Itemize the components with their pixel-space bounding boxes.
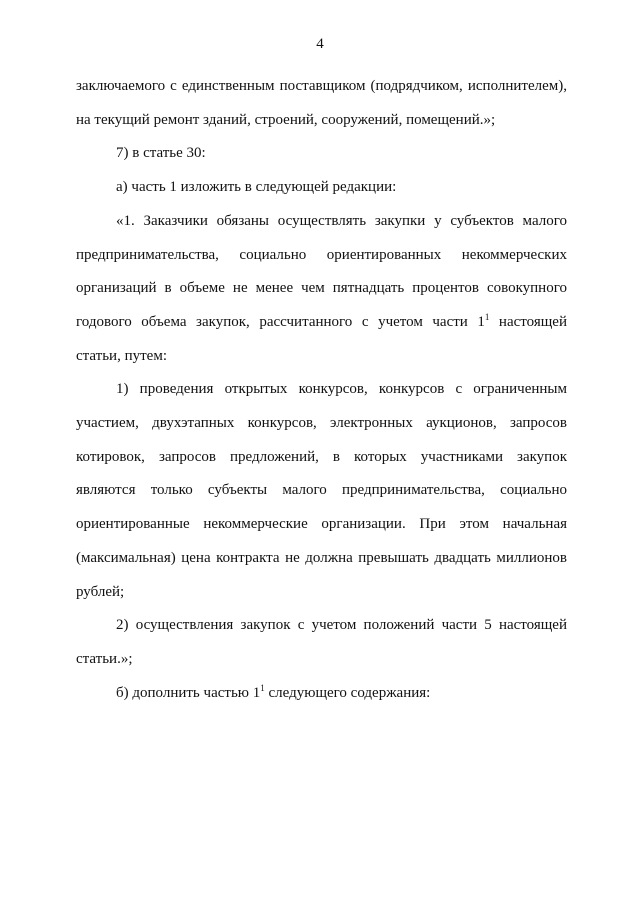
paragraph-part-b bbox=[76, 677, 567, 711]
superscript: 1 bbox=[484, 311, 490, 322]
page-number: 4 bbox=[316, 36, 324, 52]
paragraph-part-1-edit: а) часть 1 изложить в следующей редакции: bbox=[116, 179, 397, 196]
paragraph-item-1: 1) проведения открытых конкурсов, конкурсов с ограниченным участием, двухэтапных конкурсов, электронных аукционов, запросов котировок, запросов предложений, в которых участниками закупок являются только субъекты малого предпринимательства, социально ориентированные некоммерческие организации. При этом начальная (максимальная) цена контракта не должна превышать двадцать миллионов рублей; bbox=[76, 381, 567, 600]
paragraph-continuation: заключаемого с единственным поставщиком (подрядчиком, исполнителем), на текущий ремонт зданий, строений, сооружений, помещений.»; bbox=[76, 78, 567, 128]
paragraph-customers-obliged bbox=[76, 205, 567, 374]
paragraph-text-after: настоящей статьи, путем: bbox=[76, 313, 567, 364]
paragraph-text-before: «1. Заказчики обязаны осуществлять закупки у субъектов малого предпринимательства, социально ориентированных некоммерческих организаций в объеме не менее чем пятнадцать процентов совокупного годового объема закупок, рассчитанного с учетом части 1 bbox=[76, 212, 567, 330]
paragraph-item-2: 2) осуществления закупок с учетом положений части 5 настоящей статьи.»; bbox=[76, 617, 567, 667]
paragraph-text-before: б) дополнить частью 1 bbox=[116, 684, 261, 701]
paragraph-article-30: 7) в статье 30: bbox=[116, 145, 206, 162]
superscript: 1 bbox=[260, 682, 265, 693]
paragraph-text-after: следующего содержания: bbox=[264, 684, 431, 701]
document-body bbox=[76, 70, 567, 710]
